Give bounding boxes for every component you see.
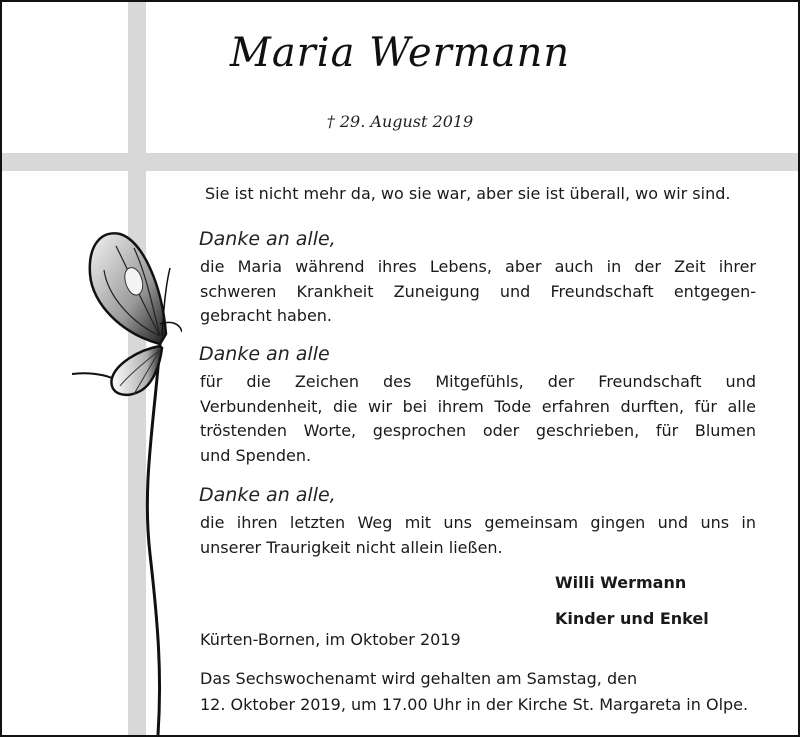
section-body (200, 370, 756, 468)
section-line: die Maria während ihres Lebens, aber auch in der Zeit ihrer (200, 257, 756, 276)
butterfly-icon (42, 224, 182, 735)
section-line: unserer Traurigkeit nicht allein ließen. (200, 537, 503, 557)
deceased-name: Maria Wermann (229, 30, 571, 76)
signature-family: Kinder und Enkel (555, 609, 709, 628)
section-heading: Danke an alle, (199, 484, 336, 506)
death-date: † 29. August 2019 (326, 112, 474, 131)
section-line: die ihren letzten Weg mit uns gemeinsam gingen und uns in (200, 513, 756, 532)
motto-text: Sie ist nicht mehr da, wo sie war, aber sie ist überall, wo wir sind. (205, 184, 731, 203)
section-line: gebracht haben. (200, 306, 333, 325)
place-date: Kürten-Bornen, im Oktober 2019 (200, 630, 461, 649)
section-body (200, 511, 756, 560)
section-heading: Danke an alle, (199, 228, 336, 250)
section-body (200, 255, 756, 329)
notice-line: Das Sechswochenamt wird gehalten am Samstag, den (200, 669, 638, 688)
cross-horizontal-bar (2, 153, 798, 171)
section-line: für die Zeichen des Mitgefühls, der Freundschaft und (200, 372, 756, 391)
signature-name: Willi Wermann (555, 573, 687, 592)
section-line: und Spenden. (200, 445, 312, 465)
notice-line: 12. Oktober 2019, um 17.00 Uhr in der Kirche St. Margareta in Olpe. (200, 695, 749, 714)
mass-notice (200, 666, 760, 718)
section-heading: Danke an alle (199, 343, 330, 365)
section-line: tröstenden Worte, gesprochen oder geschrieben, für Blumen (200, 421, 756, 440)
section-line: schweren Krankheit Zuneigung und Freundschaft entgegen- (200, 281, 756, 301)
section-line: Verbundenheit, die wir bei ihrem Tode erfahren durften, für alle (200, 396, 756, 416)
